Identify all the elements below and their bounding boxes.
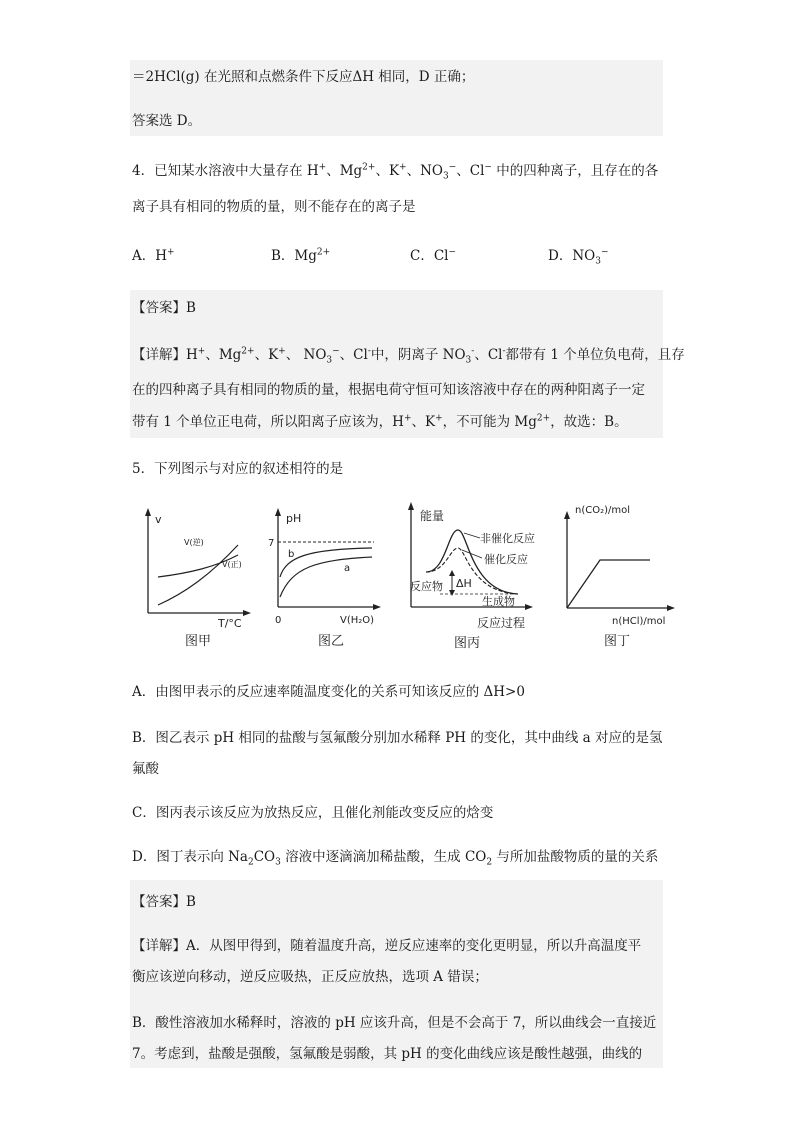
q5-option-b-line2: 氟酸	[132, 761, 159, 777]
q5-option-b-line1: B．图乙表示 pH 相同的盐酸与氢氟酸分别加水稀释 PH 的变化，其中曲线 a 对应的是氢	[132, 730, 663, 746]
yi-label-b: b	[288, 549, 295, 560]
yi-ylabel: pH	[286, 512, 302, 525]
bing-dh: ΔH	[456, 577, 472, 590]
bing-ylabel: 能量	[420, 509, 445, 523]
figure-yi	[268, 505, 388, 650]
q3-tail-line: ＝2HCl(g) 在光照和点燃条件下反应ΔH 相同，D 正确；	[132, 69, 475, 85]
q4-option-b: B．$Mg^{2+}$	[271, 247, 331, 264]
q5-option-a: A．由图甲表示的反应速率随温度变化的关系可知该反应的 ΔH>0	[132, 684, 525, 700]
yi-curve-a	[280, 557, 372, 597]
figure-bing	[402, 500, 540, 635]
q4-detail-line2: 在的四种离子具有相同的物质的量，根据电荷守恒可知该溶液中存在的两种阳离子一定	[132, 382, 645, 398]
jia-xlabel: T/°C	[218, 617, 242, 630]
jia-ylabel: v	[155, 513, 162, 526]
ding-caption: 图丁	[604, 634, 631, 649]
q5-detail-line4: 7。考虑到，盐酸是强酸，氢氟酸是弱酸，其 pH 的变化曲线应该是酸性越强，曲线的	[132, 1046, 643, 1062]
yi-caption: 图乙	[318, 634, 345, 649]
q4-detail-line1: 【详解】H+、$Mg^{2+}$、K+、 $NO_3^-$、Cl-中，阴离子 $NO_3^-$、Cl-都带有 1 个单位负电荷，且存	[132, 346, 685, 366]
q5-detail-line2: 衡应该逆向移动，逆反应吸热，正反应放热，选项 A 错误；	[132, 969, 488, 985]
bing-label-cat: 催化反应	[484, 553, 528, 566]
q4-option-a: A．H+	[132, 247, 175, 264]
ding-curve	[567, 560, 650, 608]
q4-stem-line1: 4．已知某水溶液中大量存在 H+、$Mg^{2+}$、K+、$NO_3^-$、Cl− 中的四种离子，且存在的各	[132, 162, 659, 182]
q4-option-d: D．$NO_3^-$	[548, 247, 609, 267]
bing-caption: 图丙	[454, 636, 481, 651]
q5-option-d: D．图丁表示向 $Na_2CO_3$ 溶液中逐滴滴加稀盐酸，生成 $CO_2$ 与所加盐酸物质的量的关系	[132, 849, 659, 868]
q5-option-c: C．图丙表示该反应为放热反应，且催化剂能改变反应的焓变	[132, 805, 494, 821]
bing-label-uncat: 非催化反应	[480, 532, 535, 545]
bing-reactant: 反应物	[410, 580, 443, 593]
q4-option-c: C．Cl−	[410, 247, 457, 264]
yi-origin: 0	[275, 615, 282, 626]
ding-xlabel: n(HCl)/mol	[612, 616, 666, 627]
q4-stem-line2: 离子具有相同的物质的量，则不能存在的离子是	[132, 199, 416, 215]
q5-answer: 【答案】B	[132, 894, 196, 910]
jia-caption: 图甲	[185, 634, 212, 649]
bing-xlabel: 反应过程	[477, 616, 526, 630]
q5-stem: 5．下列图示与对应的叙述相符的是	[132, 461, 344, 477]
yi-tick-7: 7	[268, 538, 275, 549]
yi-xlabel: V(H₂O)	[340, 615, 375, 626]
q4-detail-line3: 带有 1 个单位正电荷，所以阳离子应该为，H+、K+，不可能为 $Mg^{2+}$，故选：B。	[132, 413, 628, 430]
q5-detail-line1: 【详解】A．从图甲得到，随着温度升高，逆反应速率的变化更明显，所以升高温度平	[132, 938, 642, 954]
bing-product: 生成物	[482, 595, 515, 608]
q5-detail-line3: B．酸性溶液加水稀释时，溶液的 pH 应该升高，但是不会高于 7，所以曲线会一直接近	[132, 1015, 657, 1031]
jia-label-reverse: V(逆)	[184, 538, 204, 547]
ding-ylabel: n(CO₂)/mol	[575, 505, 631, 516]
figure-jia	[140, 505, 255, 650]
q4-answer: 【答案】B	[132, 300, 196, 316]
jia-label-forward: V(正)	[222, 560, 242, 569]
figure-ding	[562, 500, 680, 650]
yi-label-a: a	[344, 563, 351, 574]
q3-answer-line: 答案选 D。	[132, 113, 202, 129]
